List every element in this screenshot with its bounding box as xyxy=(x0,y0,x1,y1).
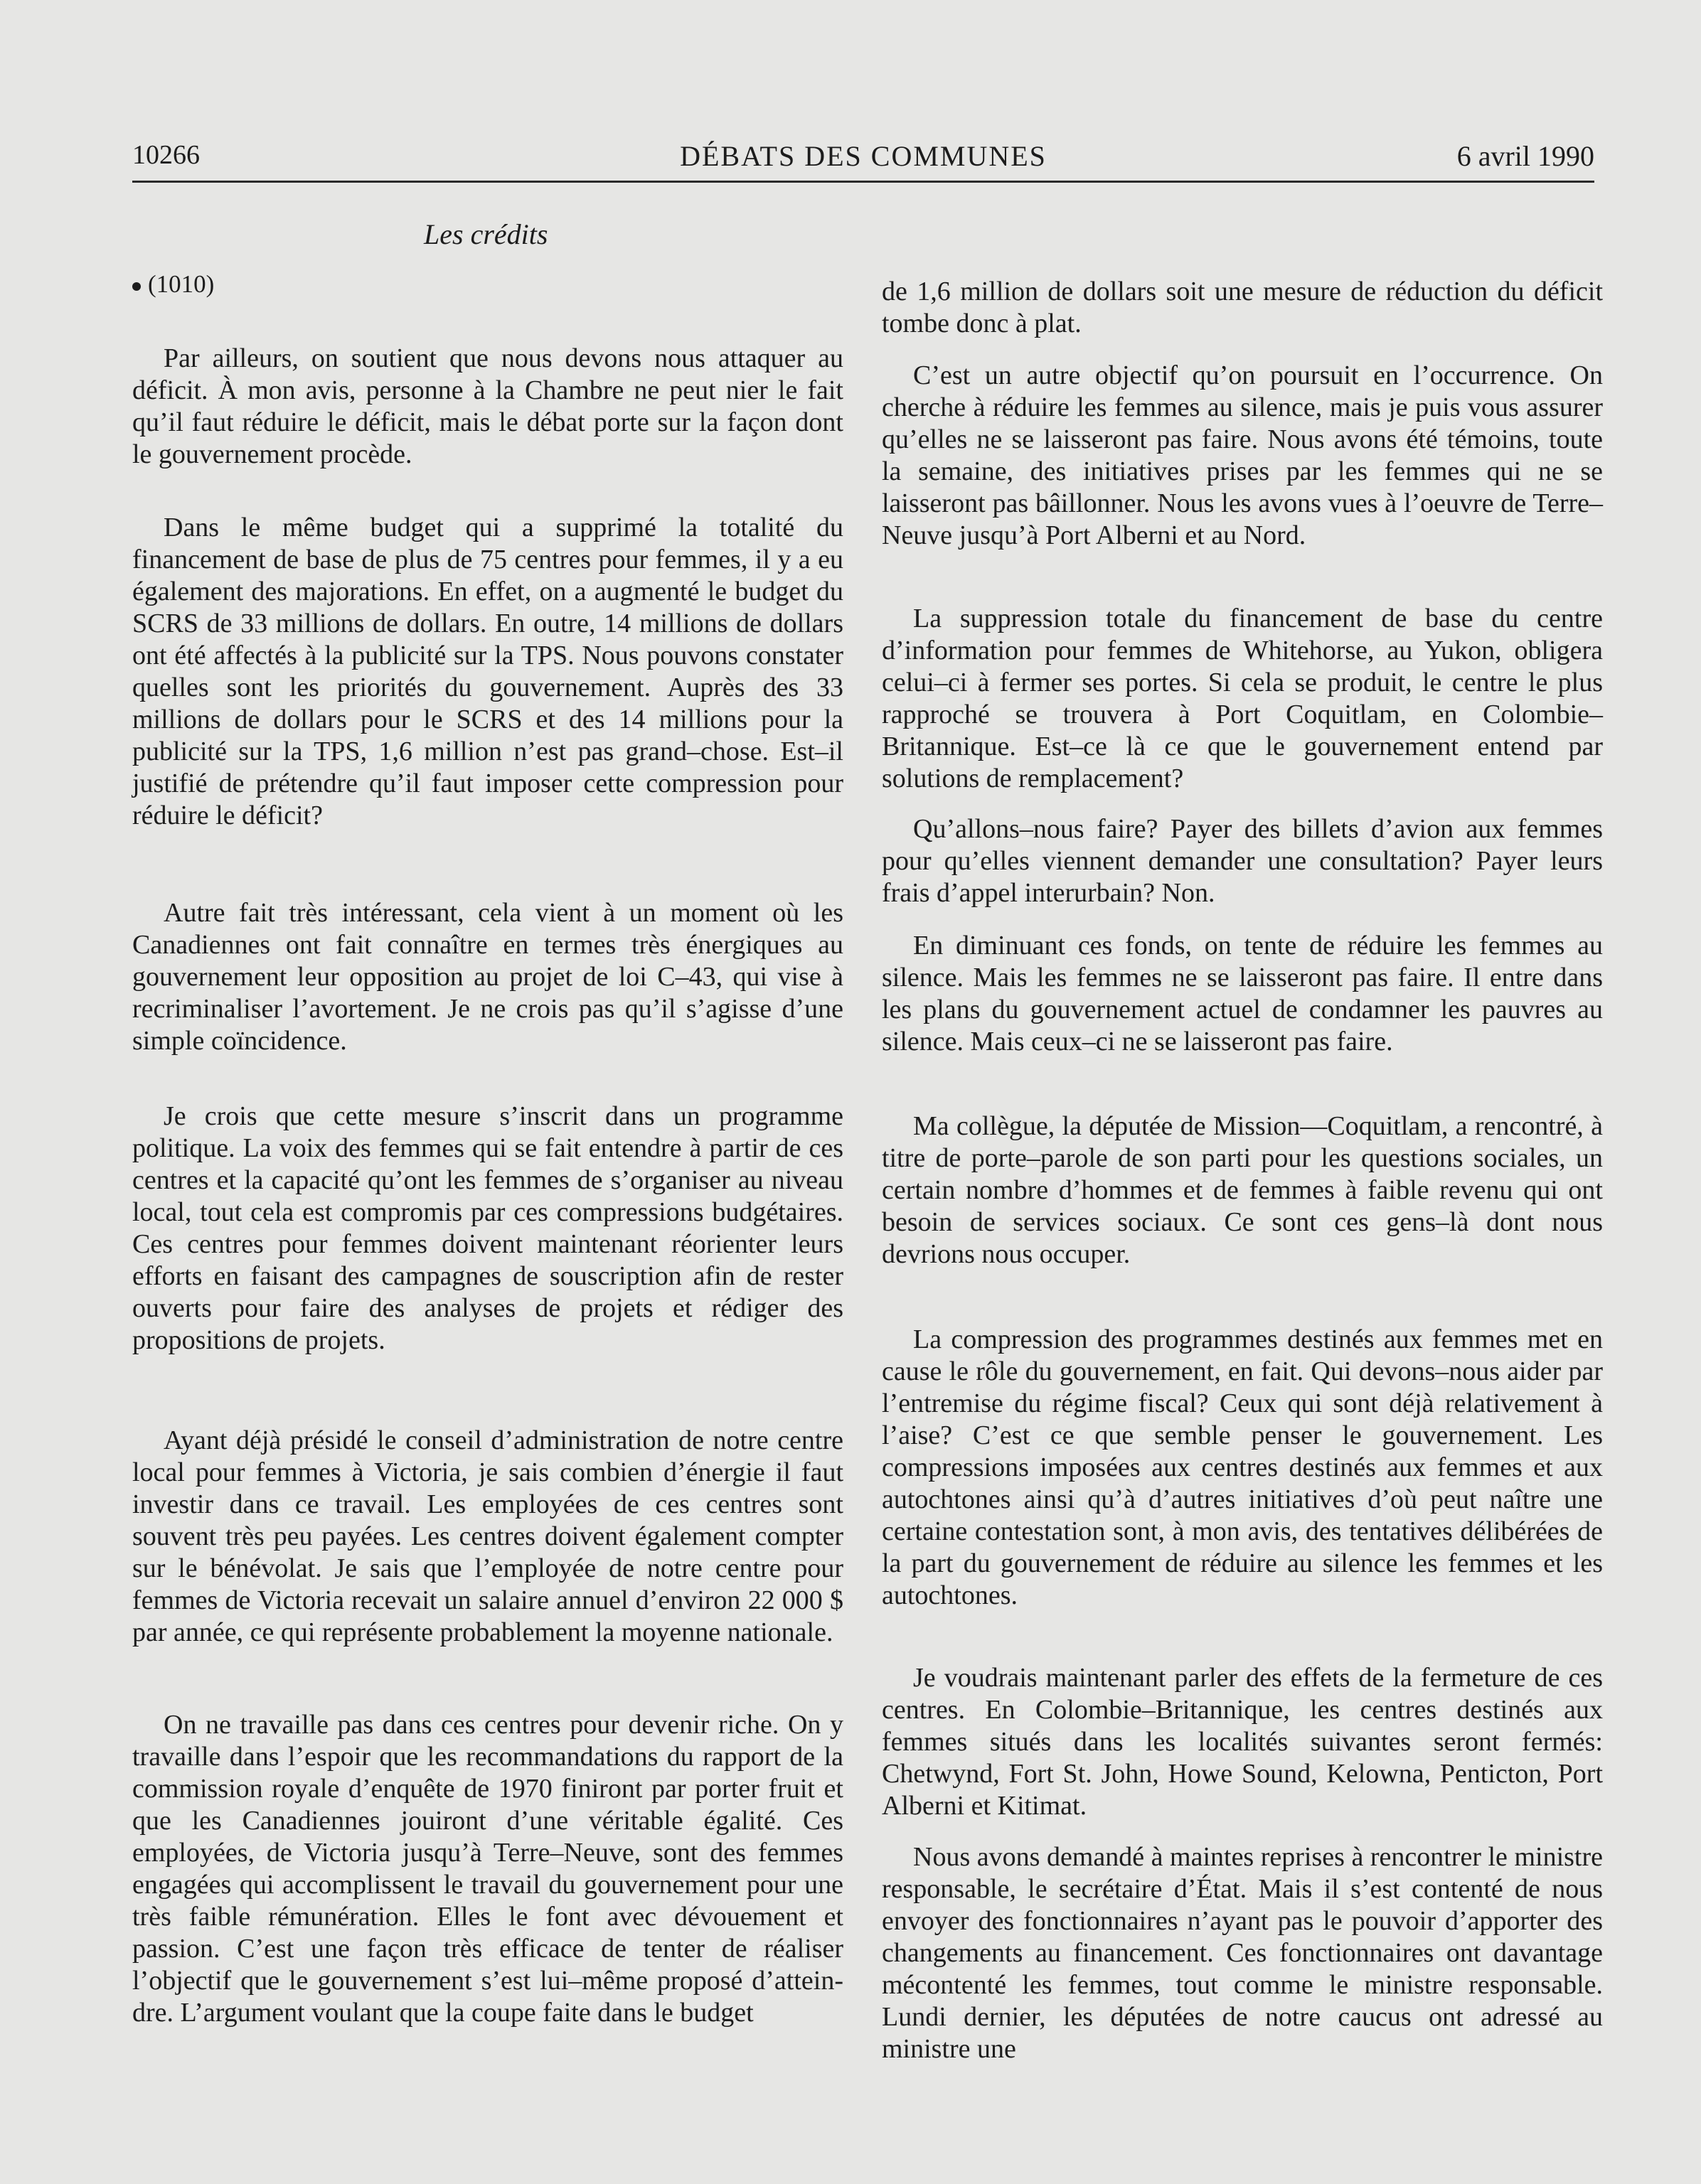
paragraph: Autre fait très intéressant, cela vient à un moment où les Canadiennes ont fait connaître en termes très énergiques au gouvernement leur opposition au projet de loi C–43, qui vise à recriminaliser l’avortement. Je ne crois pas qu’il s’agisse d’une simple coïncidence. xyxy=(132,898,843,1056)
section-title: Les crédits xyxy=(424,218,548,250)
paragraph: La suppression totale du financement de base du centre d’information pour femmes de Whitehorse, au Yukon, obligera celui–ci à fermer ses portes. Si cela se produit, le centre le plus rapproché se trouvera à Port Coquitlam, en Colombie–Britannique. Est–ce là ce que le gouvernement entend par solutions de remplacement? xyxy=(882,604,1603,793)
paragraph: Nous avons demandé à maintes reprises à rencontrer le ministre responsable, le secrétaire d’État. Mais il s’est contenté de nous envoyer des fonctionnaires n’ayant pas le pouvoir d’apporter des changements au financement. Ces fonctionnaires ont davantage mécontenté les femmes, tout comme le ministre responsable. Lundi dernier, les députées de notre caucus ont adressé au ministre une xyxy=(882,1842,1603,2064)
time-marker-text: (1010) xyxy=(148,270,215,298)
paragraph: Je voudrais maintenant parler des effets de la fermeture de ces centres. En Colombie–Britannique, les centres destinés aux femmes situés dans les localités suivantes seront fermés: Chetwynd, Fort St. John, Howe Sound, Kelowna, Penticton, Port Alberni et Kitimat. xyxy=(882,1663,1603,1821)
bullet-icon xyxy=(132,282,141,291)
page-header xyxy=(132,139,1594,182)
paragraph: Qu’allons–nous faire? Payer des billets d’avion aux femmes pour qu’elles viennent demander une consultation? Payer leurs frais d’appel interurbain? Non. xyxy=(882,814,1603,908)
paragraph: C’est un autre objectif qu’on poursuit en l’occurrence. On cherche à réduire les femmes au silence, mais je puis vous assurer qu’elles ne se laisseront pas faire. Nous avons été témoins, toute la semaine, des initiatives prises par les femmes qui ne se laisseront pas bâillonner. Nous les avons vues à l’oeuvre de Terre–Neuve jusqu’à Port Alberni et au Nord. xyxy=(882,360,1603,550)
paragraph: Ayant déjà présidé le conseil d’administration de notre centre local pour femmes à Victoria, je sais combien d’énergie il faut investir dans ce travail. Les employées de ces centres sont souvent très peu payées. Les centres doivent également compter sur le bénévolat. Je sais que l’employée de notre centre pour femmes de Victoria recevait un salaire annuel d’environ 22 000 $ par année, ce qui représente probablement la moyenne nationale. xyxy=(132,1425,843,1647)
publication-title: DÉBATS DES COMMUNES xyxy=(680,140,1047,172)
header-rule xyxy=(132,181,1594,183)
paragraph: Dans le même budget qui a supprimé la totalité du financement de base de plus de 75 centres pour femmes, il y a eu également des majorations. En effet, on a augmenté le budget du SCRS de 33 millions de dollars. En outre, 14 millions de dollars ont été affectés à la publicité sur la TPS. Nous pouvons constater quelles sont les priorités du gouvernement. Auprès des 33 millions de dollars pour le SCRS et des 14 millions pour la publicité sur la TPS, 1,6 million n’est pas grand–chose. Est–il justifié de prétendre qu’il faut imposer cette compression pour réduire le déficit? xyxy=(132,513,843,830)
page-number: 10266 xyxy=(132,140,200,170)
paragraph: On ne travaille pas dans ces centres pour devenir riche. On y travaille dans l’espoir que les recommandations du rapport de la commission royale d’enquête de 1970 finiront par porter fruit et que les Canadiennes jouiront d’une véritable égalité. Ces employées, de Victoria jusqu’à Terre–Neuve, sont des femmes engagées qui accomplissent le travail du gouvernement pour une très faible rémunération. Elles le font avec dévouement et passion. C’est une façon très efficace de tenter de réaliser l’objectif que le gouvernement s’est lui–même proposé d’atteindre. L’argument voulant que la coupe faite dans le budget xyxy=(132,1710,843,2028)
time-marker xyxy=(132,270,214,299)
paragraph: de 1,6 million de dollars soit une mesure de réduction du déficit tombe donc à plat. xyxy=(882,277,1603,338)
paragraph: Par ailleurs, on soutient que nous devons nous attaquer au déficit. À mon avis, personne à la Chambre ne peut nier le fait qu’il faut réduire le déficit, mais le débat porte sur la façon dont le gouvernement procède. xyxy=(132,343,843,469)
page-date: 6 avril 1990 xyxy=(1456,140,1594,172)
paragraph: En diminuant ces fonds, on tente de réduire les femmes au silence. Mais les femmes ne se laisseront pas faire. Il entre dans les plans du gouvernement actuel de condamner les pauvres au silence. Mais ceux–ci ne se laisseront pas faire. xyxy=(882,931,1603,1056)
paragraph: Je crois que cette mesure s’inscrit dans un programme politique. La voix des femmes qui se fait entendre à partir de ces centres et la capacité qu’ont les femmes de s’organiser au niveau local, tout cela est compromis par ces compressions budgétaires. Ces centres pour femmes doivent maintenant réorienter leurs efforts en faisant des campagnes de souscription afin de rester ouverts pour faire des analyses de projets et rédiger des propositions de projets. xyxy=(132,1101,843,1355)
paragraph: La compression des programmes destinés aux femmes met en cause le rôle du gouvernement, en fait. Qui devons–nous aider par l’entremise du régime fiscal? Ceux qui sont déjà relativement à l’aise? C’est ce que semble penser le gouvernement. Les compressions imposées aux centres destinés aux femmes et aux autochtones ainsi qu’à d’autres initiatives d’où peut naître une certaine contestation sont, à mon avis, des tentatives délibérées de la part du gouvernement de réduire au silence les femmes et les autochtones. xyxy=(882,1324,1603,1610)
paragraph: Ma collègue, la députée de Mission—Coquitlam, a rencontré, à titre de porte–parole de son parti pour les questions sociales, un certain nombre d’hommes et de femmes à faible revenu qui ont besoin de services sociaux. Ce sont ces gens–là dont nous devrions nous occuper. xyxy=(882,1111,1603,1269)
